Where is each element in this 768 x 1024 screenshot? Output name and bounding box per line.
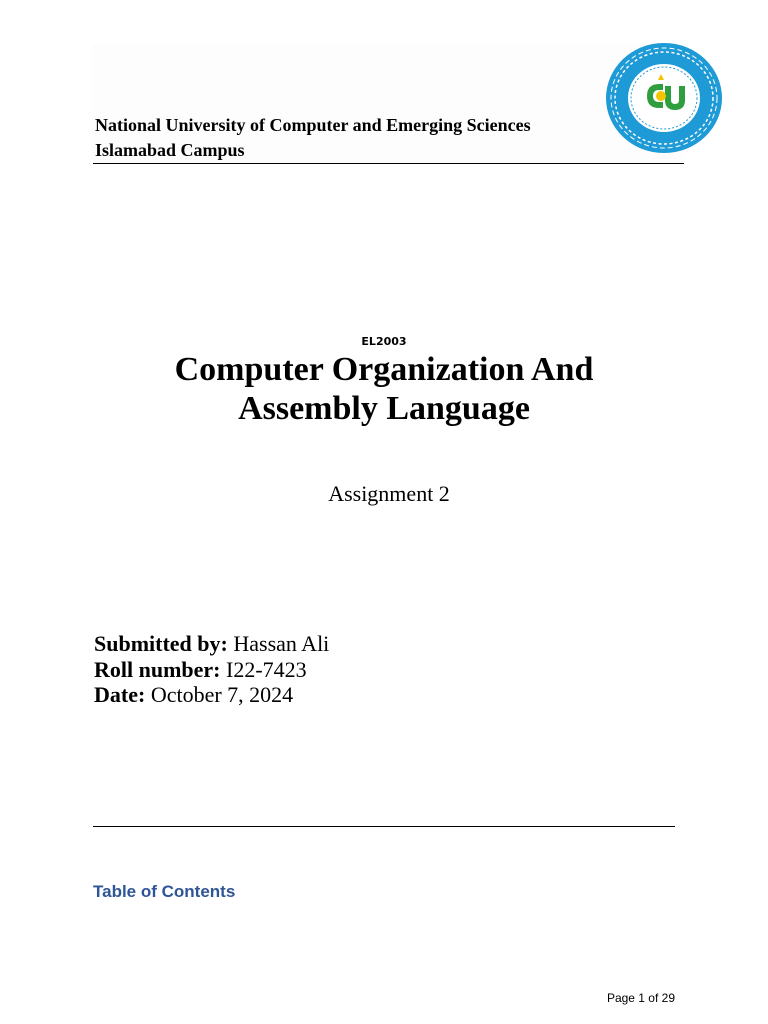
university-name-line1: National University of Computer and Emerging Sciences (95, 115, 531, 135)
date-row (94, 682, 329, 708)
campus-name: Islamabad Campus (95, 140, 245, 160)
submission-details (94, 631, 329, 708)
roll-number-value: I22-7423 (226, 656, 307, 682)
roll-number-label: Roll number: (94, 656, 221, 682)
date-label: Date: (94, 682, 146, 707)
submitted-by-value: Hassan Ali (233, 631, 330, 656)
university-seal-icon (603, 40, 725, 156)
page-number: Page 1 of 29 (606, 991, 675, 1005)
section-divider (93, 826, 675, 827)
course-title-line1: Computer Organization And (174, 351, 594, 388)
submitted-by-label: Submitted by: (94, 631, 228, 656)
date-value: October 7, 2024 (150, 682, 294, 707)
course-title (84, 350, 684, 428)
roll-number-row (94, 657, 329, 683)
university-name (95, 113, 531, 163)
submitted-by-row (94, 631, 329, 657)
header-divider (93, 163, 684, 164)
course-title-line2: Assembly Language (238, 390, 530, 427)
table-of-contents-heading: Table of Contents (93, 882, 236, 901)
assignment-title: Assignment 2 (328, 481, 450, 506)
course-code: EL2003 (361, 335, 407, 348)
